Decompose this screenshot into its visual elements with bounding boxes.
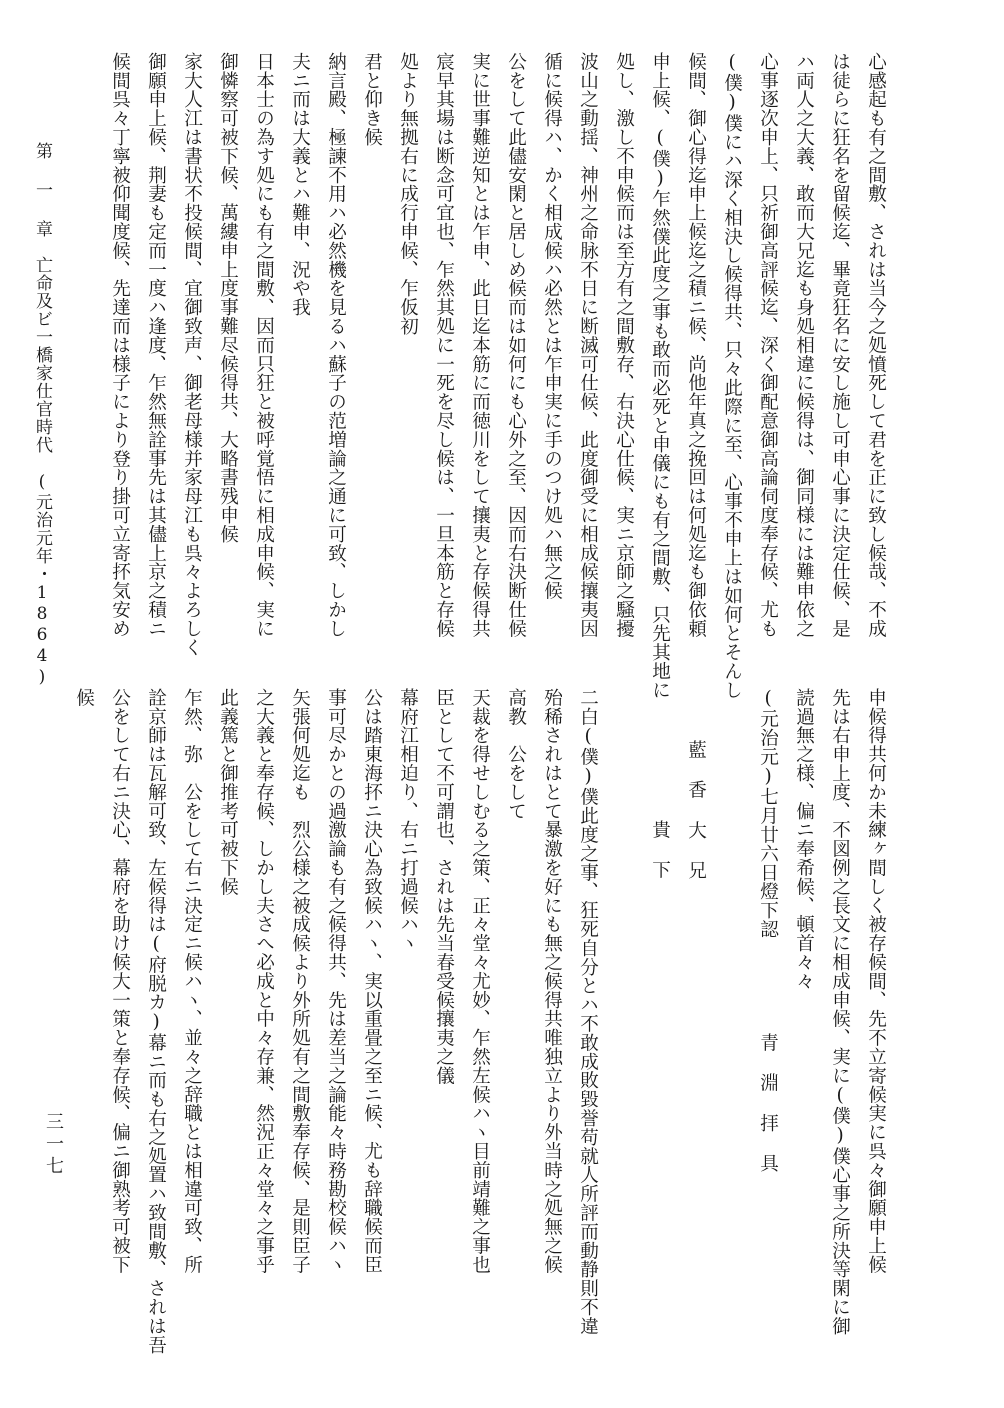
text-column: 乍然、弥 公をして右ニ決定ニ候ハヽ、並々之辞職とは相違可致、所	[181, 688, 203, 1274]
text-column: 君と仰き候	[361, 52, 383, 147]
text-column: 申候得共何か未練ヶ間しく被存候間、先不立寄候実に呉々御願申上候	[865, 688, 887, 1274]
text-column: 矢張何処迄も 烈公様之被成候より外所処有之間敷奉存候、是則臣子	[289, 688, 311, 1274]
text-column: 詮京師は瓦解可致、左候得は(府脱カ)幕ニ而も右之処置ハ致間敷、されは吾	[145, 688, 167, 1355]
text-column: 心事逐次申上、只祈御高評候迄、深く御配意御高論伺度奉存候、尤も	[757, 52, 779, 638]
text-column: 此義篤と御推考可被下候	[217, 688, 239, 896]
text-column: 事可尽かとの過激論も有之候得共、先は差当之論能々時務勘校候ハヽ	[325, 688, 347, 1274]
text-column: 幕府江相迫り、右ニ打過候ハヽ	[397, 688, 419, 953]
running-header: 第 一 章 亡命及ビ一橋家仕官時代 (元治元年・1864)	[32, 142, 52, 688]
text-column: 候間、御心得迄申上候迄之積ニ候、尚他年真之挽回は何処迄も御依頼	[685, 52, 707, 638]
text-column: 読過無之様、偏ニ奉希候、頓首々々	[793, 688, 815, 991]
text-column: 循に候得ハ、かく相成候ハ必然とは乍申実に手のつけ処ハ無之候	[541, 52, 563, 601]
text-column: は徒らに狂名を留候迄、畢竟狂名に安し施し可申心事に決定仕候、是	[829, 52, 851, 638]
text-column: 公は踏東海抔ニ決心為致候ハヽ、実以重畳之至ニ候、尤も辞職候而臣	[361, 688, 383, 1274]
text-column: 心感起も有之間敷、されは当今之処憤死して君を正に致し候哉、不成	[865, 52, 887, 638]
addressee-column: 藍 香 大 兄	[685, 740, 707, 880]
text-column: 処より無拠右に成行申候、乍仮初	[397, 52, 419, 336]
text-column: 二白(僕)僕此度之事、狂死自分とハ不敢成敗毀誉苟就人所評而動静則不違	[577, 688, 599, 1336]
text-column: 殆稀されはとて暴激を好にも無之候得共唯独立より外当時之処無之候	[541, 688, 563, 1274]
text-column: 公をして右ニ決心、幕府を助け候大一策と奉存候、偏ニ御熟考可被下	[109, 688, 131, 1274]
text-column: 天裁を得せしむる之策、正々堂々尤妙、乍然左候ハヽ目前靖難之事也	[469, 688, 491, 1274]
text-column: 処し、激し不申候而は至方有之間敷存、右決心仕候、実ニ京師之騒擾	[613, 52, 635, 638]
date-signature-column: (元治元)七月廿六日燈下認 青 淵 拝 具	[757, 688, 779, 1173]
text-column: 家大人江は書状不投候間、宜御致声、御老母様并家母江も呉々よろしく	[181, 52, 203, 657]
page-number: 三一七	[43, 1112, 64, 1178]
text-column: ハ両人之大義、敢而大兄迄も身処相違に候得は、御同様には難申依之	[793, 52, 815, 638]
text-column: 波山之動揺、神州之命脉不日に断滅可仕候、此度御受に相成候攘夷因	[577, 52, 599, 638]
text-column: 納言殿、極諫不用ハ必然機を見るハ蘇子の范増論之通に可致、しかし	[325, 52, 347, 638]
text-column: 之大義と奉存候、しかし夫さへ必成と中々存兼、然況正々堂々之事乎	[253, 688, 275, 1274]
text-column: 臣として不可謂也、されは先当春受候攘夷之儀	[433, 688, 455, 1085]
text-column: 御願申上候、荆妻も定而一度ハ逢度、乍然無詮事先は其儘上京之積ニ	[145, 52, 167, 638]
text-column: 御憐察可被下候、萬縷申上度事難尽候得共、大略書残申候	[217, 52, 239, 544]
text-column: 実に世事難逆知とは乍申、此日迄本筋に而徳川をして攘夷と存候得共	[469, 52, 491, 638]
text-column: 公をして此儘安閑と居しめ候而は如何にも心外之至、因而右決断仕候	[505, 52, 527, 638]
text-column: 日本士の為す処にも有之間敷、因而只狂と被呼覚悟に相成申候、実に	[253, 52, 275, 638]
text-column: 候間呉々丁寧被仰聞度候、先達而は様子により登り掛可立寄抔気安め	[109, 52, 131, 638]
text-column: 申上候、(僕)乍然僕此度之事も敢而必死と申儀にも有之間敷、只先其地に	[649, 52, 671, 700]
text-column: 候	[73, 688, 95, 707]
text-column: 夫ニ而は大義とハ難申、況や我	[289, 52, 311, 317]
text-column: 先は右申上度、不図例之長文に相成申候、実に(僕)僕心事之所決等閑に御	[829, 688, 851, 1336]
honorific-column: 貴 下	[649, 820, 671, 880]
text-column: (僕)僕にハ深く相決し候得共、只々此際に至、心事不申上は如何とそんし	[721, 52, 743, 700]
text-column: 宸早其場は断念可宜也、乍然其処に一死を尽し候は、一旦本筋と存候	[433, 52, 455, 638]
text-column: 高教 公をして	[505, 688, 527, 821]
